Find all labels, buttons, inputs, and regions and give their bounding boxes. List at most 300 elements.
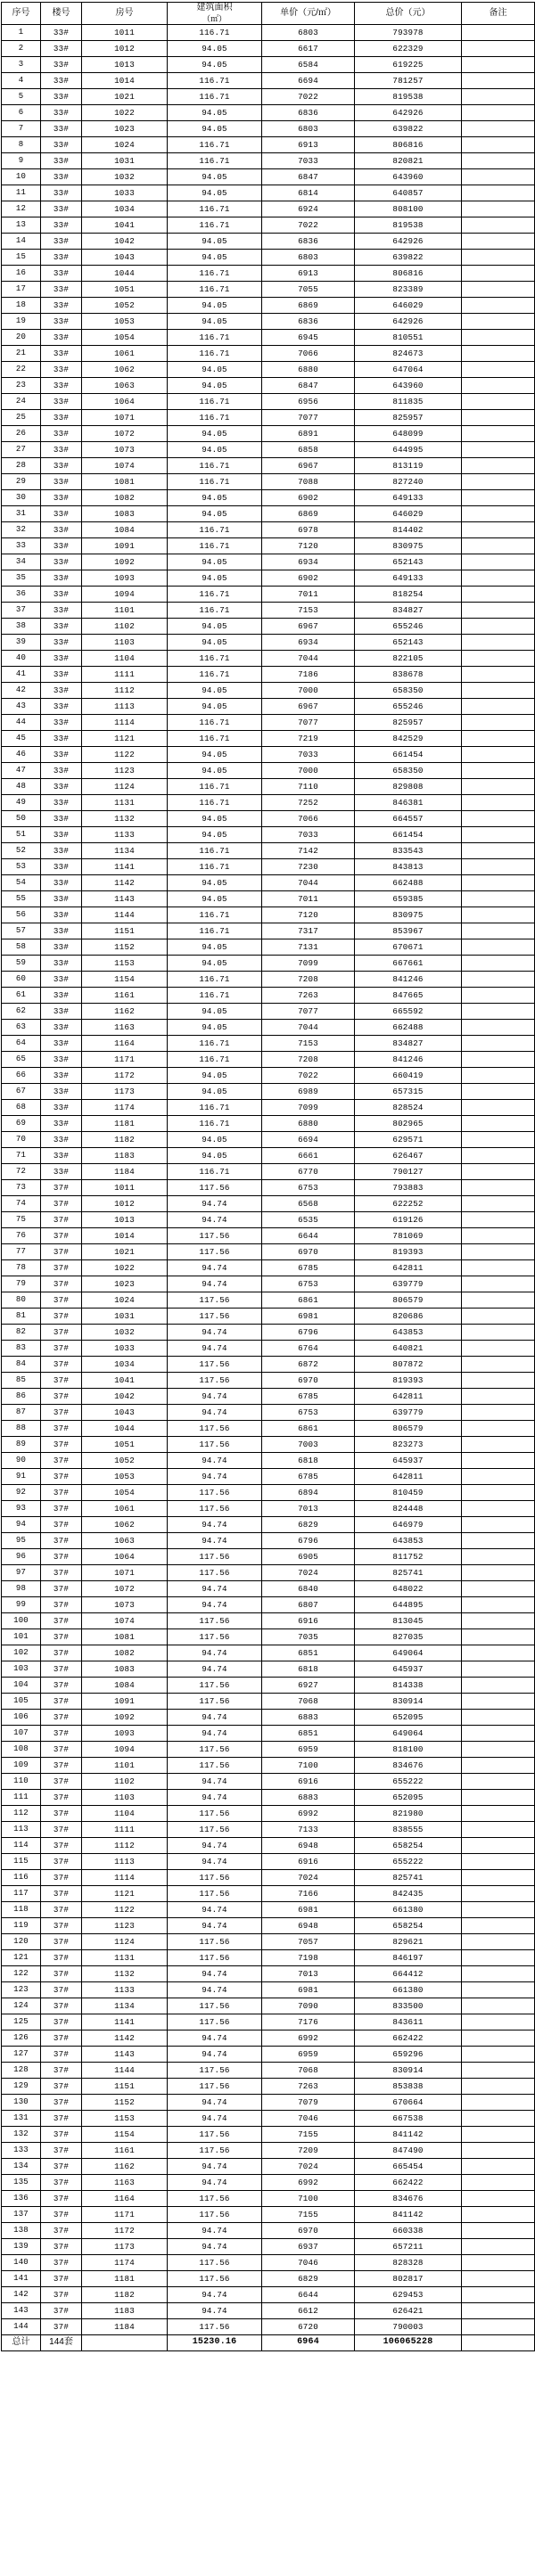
cell-room: 1162 [82,2158,168,2174]
cell-area: 94.74 [168,1709,262,1725]
cell-room: 1163 [82,2174,168,2190]
cell-area: 116.71 [168,88,262,104]
cell-total-price: 644995 [355,441,462,457]
cell-building: 37# [41,1901,82,1917]
cell-area: 94.74 [168,2222,262,2238]
cell-note [462,56,535,72]
cell-note [462,810,535,826]
cell-room: 1171 [82,2206,168,2222]
table-row [2,1998,535,2014]
cell-area: 117.56 [168,2270,262,2286]
cell-room: 1104 [82,650,168,666]
table-row [2,794,535,810]
cell-note [462,313,535,329]
cell-unit-price: 7068 [262,1693,355,1709]
cell-room: 1084 [82,521,168,537]
cell-unit-price: 6883 [262,1709,355,1725]
cell-room: 1063 [82,377,168,393]
cell-seq: 66 [2,1067,41,1083]
cell-note [462,1340,535,1356]
table-row [2,457,535,473]
cell-building: 33# [41,939,82,955]
cell-unit-price: 7011 [262,586,355,602]
cell-unit-price: 6981 [262,1308,355,1324]
cell-note [462,1356,535,1372]
table-row [2,1869,535,1885]
cell-note [462,1741,535,1757]
cell-area: 117.56 [168,1420,262,1436]
cell-total-price: 833500 [355,1998,462,2014]
cell-area: 94.74 [168,2158,262,2174]
cell-seq: 95 [2,1532,41,1548]
cell-seq: 24 [2,393,41,409]
cell-room: 1124 [82,778,168,794]
table-row [2,2254,535,2270]
cell-total-price: 648022 [355,1580,462,1596]
table-row [2,1580,535,1596]
table-row [2,1693,535,1709]
cell-note [462,1612,535,1628]
cell-seq: 64 [2,1035,41,1051]
cell-seq: 104 [2,1677,41,1693]
cell-total-price: 646979 [355,1516,462,1532]
cell-seq: 71 [2,1147,41,1163]
cell-seq: 100 [2,1612,41,1628]
cell-area: 116.71 [168,794,262,810]
cell-room: 1033 [82,185,168,201]
cell-room: 1102 [82,1773,168,1789]
cell-seq: 33 [2,537,41,554]
cell-total-price: 838555 [355,1821,462,1837]
cell-room: 1064 [82,393,168,409]
cell-note [462,1885,535,1901]
cell-note [462,2078,535,2094]
cell-unit-price: 6836 [262,313,355,329]
cell-total-price: 811835 [355,393,462,409]
table-row [2,1853,535,1869]
cell-building: 33# [41,457,82,473]
cell-unit-price: 7208 [262,971,355,987]
cell-building: 37# [41,1917,82,1933]
cell-area: 94.74 [168,1211,262,1227]
cell-area: 116.71 [168,1115,262,1131]
cell-note [462,1211,535,1227]
cell-unit-price: 6818 [262,1661,355,1677]
cell-room: 1093 [82,570,168,586]
cell-building: 37# [41,2078,82,2094]
cell-room: 1082 [82,1645,168,1661]
cell-room: 1022 [82,104,168,120]
cell-room: 1061 [82,1500,168,1516]
cell-room: 1103 [82,1789,168,1805]
cell-unit-price: 7088 [262,473,355,489]
cell-room: 1114 [82,714,168,730]
cell-total-price: 825741 [355,1869,462,1885]
cell-room: 1142 [82,2030,168,2046]
cell-seq: 31 [2,505,41,521]
cell-total-price: 646029 [355,297,462,313]
table-row [2,1628,535,1645]
cell-area: 94.74 [168,2046,262,2062]
cell-note [462,1661,535,1677]
cell-unit-price: 6934 [262,554,355,570]
cell-note [462,1965,535,1981]
table-row [2,489,535,505]
cell-area: 94.74 [168,1259,262,1276]
cell-unit-price: 7000 [262,762,355,778]
cell-seq: 29 [2,473,41,489]
cell-seq: 79 [2,1276,41,1292]
cell-seq: 56 [2,907,41,923]
cell-seq: 87 [2,1404,41,1420]
cell-unit-price: 7033 [262,746,355,762]
cell-seq: 101 [2,1628,41,1645]
cell-note [462,682,535,698]
cell-seq: 18 [2,297,41,313]
table-body [2,24,535,2334]
cell-building: 33# [41,586,82,602]
cell-unit-price: 6945 [262,329,355,345]
cell-unit-price: 6916 [262,1773,355,1789]
cell-room: 1023 [82,120,168,136]
cell-note [462,778,535,794]
cell-total-price: 645937 [355,1452,462,1468]
cell-seq: 11 [2,185,41,201]
cell-unit-price: 6720 [262,2318,355,2334]
cell-area: 94.74 [168,1580,262,1596]
cell-area: 117.56 [168,2014,262,2030]
cell-building: 33# [41,185,82,201]
table-footer [2,2334,535,2350]
cell-note [462,1067,535,1083]
cell-area: 117.56 [168,1356,262,1372]
cell-note [462,2222,535,2238]
cell-unit-price: 7011 [262,890,355,907]
cell-total-price: 652095 [355,1709,462,1725]
table-row [2,1917,535,1933]
table-row [2,1981,535,1998]
cell-note [462,361,535,377]
cell-area: 94.74 [168,2302,262,2318]
cell-building: 37# [41,1211,82,1227]
cell-unit-price: 7046 [262,2254,355,2270]
cell-building: 37# [41,1709,82,1725]
cell-area: 94.74 [168,1340,262,1356]
cell-area: 117.56 [168,1628,262,1645]
cell-room: 1074 [82,1612,168,1628]
cell-area: 116.71 [168,971,262,987]
cell-area: 94.05 [168,361,262,377]
cell-seq: 37 [2,602,41,618]
cell-building: 37# [41,1837,82,1853]
table-row [2,987,535,1003]
table-row [2,1147,535,1163]
cell-note [462,923,535,939]
cell-total-price: 834827 [355,602,462,618]
cell-room: 1013 [82,1211,168,1227]
cell-building: 33# [41,746,82,762]
cell-room: 1122 [82,1901,168,1917]
column-header-area [168,3,262,25]
column-header-note: 备注 [462,3,535,25]
cell-unit-price: 6840 [262,1580,355,1596]
cell-area: 116.71 [168,409,262,425]
cell-seq: 117 [2,1885,41,1901]
cell-room: 1053 [82,1468,168,1484]
cell-room: 1153 [82,955,168,971]
cell-note [462,152,535,168]
table-row [2,1195,535,1211]
cell-unit-price: 7155 [262,2206,355,2222]
table-row [2,1741,535,1757]
cell-building: 33# [41,361,82,377]
table-row [2,1564,535,1580]
cell-note [462,1500,535,1516]
cell-seq: 80 [2,1292,41,1308]
cell-total-price: 619225 [355,56,462,72]
cell-area: 116.71 [168,537,262,554]
table-row [2,762,535,778]
table-row [2,249,535,265]
table-row [2,554,535,570]
table-row [2,1805,535,1821]
cell-note [462,1259,535,1276]
cell-area: 94.74 [168,1596,262,1612]
cell-building: 37# [41,1548,82,1564]
table-row [2,441,535,457]
cell-seq: 69 [2,1115,41,1131]
cell-building: 37# [41,1933,82,1949]
cell-room: 1091 [82,537,168,554]
cell-unit-price: 6847 [262,168,355,185]
table-row [2,618,535,634]
cell-seq: 22 [2,361,41,377]
cell-seq: 116 [2,1869,41,1885]
cell-room: 1101 [82,1757,168,1773]
table-row [2,746,535,762]
cell-note [462,1628,535,1645]
cell-area: 116.71 [168,72,262,88]
cell-note [462,1147,535,1163]
cell-room: 1182 [82,1131,168,1147]
cell-building: 37# [41,2142,82,2158]
table-row [2,120,535,136]
cell-unit-price: 6836 [262,233,355,249]
cell-building: 37# [41,1292,82,1308]
cell-room: 1104 [82,1805,168,1821]
cell-area: 116.71 [168,457,262,473]
table-row [2,1259,535,1276]
table-header [2,3,535,25]
cell-unit-price: 6992 [262,2030,355,2046]
table-row [2,1725,535,1741]
cell-total-price: 819393 [355,1372,462,1388]
cell-area: 94.74 [168,2238,262,2254]
cell-unit-price: 7055 [262,281,355,297]
cell-total-price: 644895 [355,1596,462,1612]
cell-unit-price: 6913 [262,136,355,152]
cell-unit-price: 6902 [262,570,355,586]
table-row [2,201,535,217]
cell-seq: 58 [2,939,41,955]
cell-seq: 122 [2,1965,41,1981]
cell-room: 1093 [82,1725,168,1741]
cell-room: 1143 [82,2046,168,2062]
cell-seq: 26 [2,425,41,441]
cell-total-price: 667661 [355,955,462,971]
cell-seq: 109 [2,1757,41,1773]
cell-room: 1042 [82,1388,168,1404]
cell-total-price: 658254 [355,1837,462,1853]
table-row [2,104,535,120]
cell-room: 1142 [82,874,168,890]
cell-seq: 42 [2,682,41,698]
cell-building: 37# [41,1324,82,1340]
table-row [2,1131,535,1147]
cell-room: 1041 [82,217,168,233]
cell-total-price: 665454 [355,2158,462,2174]
cell-unit-price: 7079 [262,2094,355,2110]
cell-building: 33# [41,345,82,361]
cell-room: 1061 [82,345,168,361]
table-row [2,217,535,233]
cell-area: 116.71 [168,329,262,345]
cell-room: 1132 [82,1965,168,1981]
table-row [2,88,535,104]
cell-seq: 9 [2,152,41,168]
cell-seq: 41 [2,666,41,682]
cell-total-price: 825957 [355,714,462,730]
cell-total-price: 841246 [355,971,462,987]
cell-unit-price: 6869 [262,505,355,521]
cell-seq: 50 [2,810,41,826]
cell-seq: 125 [2,2014,41,2030]
cell-room: 1184 [82,2318,168,2334]
cell-seq: 97 [2,1564,41,1580]
cell-room: 1082 [82,489,168,505]
cell-seq: 17 [2,281,41,297]
cell-room: 1164 [82,1035,168,1051]
cell-room: 1133 [82,1981,168,1998]
cell-room: 1113 [82,698,168,714]
cell-total-price: 843813 [355,858,462,874]
cell-building: 33# [41,826,82,842]
table-row [2,1308,535,1324]
table-row [2,2222,535,2238]
cell-unit-price: 6891 [262,425,355,441]
cell-unit-price: 6916 [262,1612,355,1628]
table-row [2,1420,535,1436]
cell-note [462,1179,535,1195]
cell-building: 33# [41,521,82,537]
cell-area: 116.71 [168,842,262,858]
cell-unit-price: 6535 [262,1211,355,1227]
cell-area: 117.56 [168,1677,262,1693]
cell-total-price: 828328 [355,2254,462,2270]
cell-seq: 124 [2,1998,41,2014]
cell-note [462,1853,535,1869]
cell-unit-price: 7155 [262,2126,355,2142]
table-row [2,393,535,409]
cell-seq: 3 [2,56,41,72]
cell-building: 37# [41,2238,82,2254]
cell-total-price: 781257 [355,72,462,88]
table-row [2,2062,535,2078]
cell-total-price: 825741 [355,1564,462,1580]
cell-note [462,1227,535,1243]
table-row [2,1099,535,1115]
cell-unit-price: 7219 [262,730,355,746]
cell-room: 1144 [82,2062,168,2078]
cell-area: 116.71 [168,923,262,939]
cell-room: 1134 [82,1998,168,2014]
cell-room: 1101 [82,602,168,618]
cell-building: 37# [41,1965,82,1981]
cell-total-price: 642926 [355,233,462,249]
cell-total-price: 833543 [355,842,462,858]
column-header-total-price: 总价（元） [355,3,462,25]
cell-unit-price: 6905 [262,1548,355,1564]
cell-seq: 114 [2,1837,41,1853]
cell-building: 33# [41,1051,82,1067]
cell-building: 33# [41,537,82,554]
cell-note [462,1083,535,1099]
cell-note [462,1099,535,1115]
cell-note [462,393,535,409]
cell-unit-price: 7099 [262,1099,355,1115]
cell-building: 33# [41,136,82,152]
cell-seq: 20 [2,329,41,345]
cell-area: 94.05 [168,233,262,249]
cell-room: 1052 [82,297,168,313]
cell-area: 116.71 [168,473,262,489]
table-row [2,586,535,602]
cell-building: 37# [41,1628,82,1645]
table-row [2,1019,535,1035]
cell-building: 37# [41,1564,82,1580]
table-row [2,329,535,345]
cell-room: 1152 [82,2094,168,2110]
cell-seq: 91 [2,1468,41,1484]
table-row [2,1757,535,1773]
table-row [2,778,535,794]
cell-note [462,1484,535,1500]
cell-note [462,409,535,425]
cell-seq: 92 [2,1484,41,1500]
cell-area: 117.56 [168,1243,262,1259]
cell-area: 116.71 [168,586,262,602]
cell-building: 33# [41,297,82,313]
cell-room: 1012 [82,40,168,56]
cell-room: 1024 [82,1292,168,1308]
cell-unit-price: 7068 [262,2062,355,2078]
cell-unit-price: 7024 [262,1564,355,1580]
cell-area: 116.71 [168,1051,262,1067]
cell-room: 1094 [82,1741,168,1757]
cell-unit-price: 6617 [262,40,355,56]
cell-area: 94.05 [168,249,262,265]
cell-total-price: 649064 [355,1725,462,1741]
cell-room: 1151 [82,923,168,939]
table-row [2,1548,535,1564]
cell-building: 37# [41,1195,82,1211]
cell-building: 37# [41,2190,82,2206]
cell-room: 1141 [82,2014,168,2030]
cell-total-price: 662488 [355,1019,462,1035]
table-row [2,136,535,152]
table-row [2,2110,535,2126]
cell-note [462,40,535,56]
